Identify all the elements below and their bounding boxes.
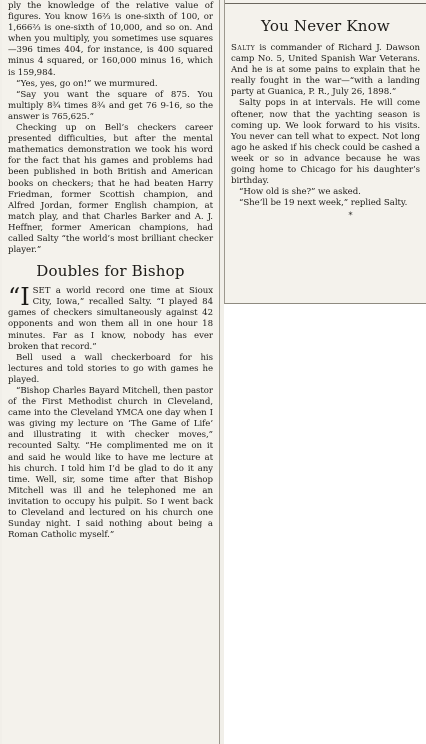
left-column-clipping <box>2 0 220 744</box>
right-lead-text: is commander of Richard J. Dawson camp No. 5, United Spanish War Veterans. And he is at some pains to explain that he really fought in the war—“with a landing party at Guanica, P. R., July 26, 1898.” <box>231 43 420 98</box>
intro-paragraph-4: Checking up on Bell’s checkers career presented difficulties, but after the mental mathematics demonstration we took his word for the fact that his games and problems had been published in both British and American books on checkers; that he had beaten Harry Friedman, former Scottish champion, and Alfred Jordan, former English champion, at match play, and that Charles Barker and A. J. Heffner, former American champions, had called Salty “the world’s most brilliant checker player.” <box>8 123 213 256</box>
section-heading-you-never-know: You Never Know <box>261 17 390 35</box>
section-heading-doubles-for-bishop: Doubles for Bishop <box>36 262 185 281</box>
end-mark: * <box>348 211 353 221</box>
lead-cap-word: Salty <box>231 43 256 53</box>
right-paragraph-1: Salty pops in at intervals. He will come oftener, now that the yachting season is coming up. We look forward to his visits. You never can tell what to expect. Not long ago he asked if his check could be cashed a week or so in advance because he was going home to Chicago for his daughter’s birthday. <box>231 98 420 187</box>
section-paragraph-1: Bell used a wall checkerboard for his lectures and told stories to go with games he played. <box>8 352 213 385</box>
blank-background <box>224 304 426 744</box>
top-rule <box>225 0 426 4</box>
right-column-clipping <box>224 0 426 304</box>
right-paragraph-2: “How old is she?” we asked. <box>239 187 361 198</box>
section-paragraph-2: “Bishop Charles Bayard Mitchell, then pastor of the First Methodist church in Cleveland, came into the Cleveland YMCA one day when I was giving my lecture on ‘The Game of Life’ and illustrating it with checker moves,” recounted Salty. “He complimented me on it and said he would like to have me lecture at his church. I told him I’d be glad to do it any time. Well, sir, some time after that Bishop Mitchell was ill and he telephoned me an invitation to occupy his pulpit. So I went back to Cleveland and lectured on his church one Sunday night. I said nothing about being a Roman Catholic myself.” <box>8 386 213 541</box>
intro-paragraph-2: “Yes, yes, go on!” we murmured. <box>16 78 158 89</box>
intro-paragraph-3: “Say you want the square of 875. You multiply 8¾ times 8¾ and get 76 9-16, so the answer is 765,625.” <box>8 89 213 122</box>
right-paragraph-3: “She’ll be 19 next week,” replied Salty. <box>239 198 408 209</box>
section-lead-paragraph <box>8 283 213 353</box>
intro-paragraph-1: ply the knowledge of the relative value of figures. You know 16⅔ is one-sixth of 100, or 1,666⅔ is one-sixth of 10,000, and so on. And when you multiply, you sometimes use squares—396 times 404, for instance, is 400 squared minus 4 squared, or 160,000 minus 16, which is 159,984. <box>8 1 213 78</box>
right-lead-paragraph <box>231 43 420 98</box>
section-lead-text: SET a world record one time at Sioux City, Iowa,” recalled Salty. “I played 84 games of checkers simultaneously against 42 opponents and won them all in one hour 18 minutes. Far as I know, nobody has ever broken that record.” <box>8 286 213 352</box>
drop-cap: “I <box>8 283 30 312</box>
